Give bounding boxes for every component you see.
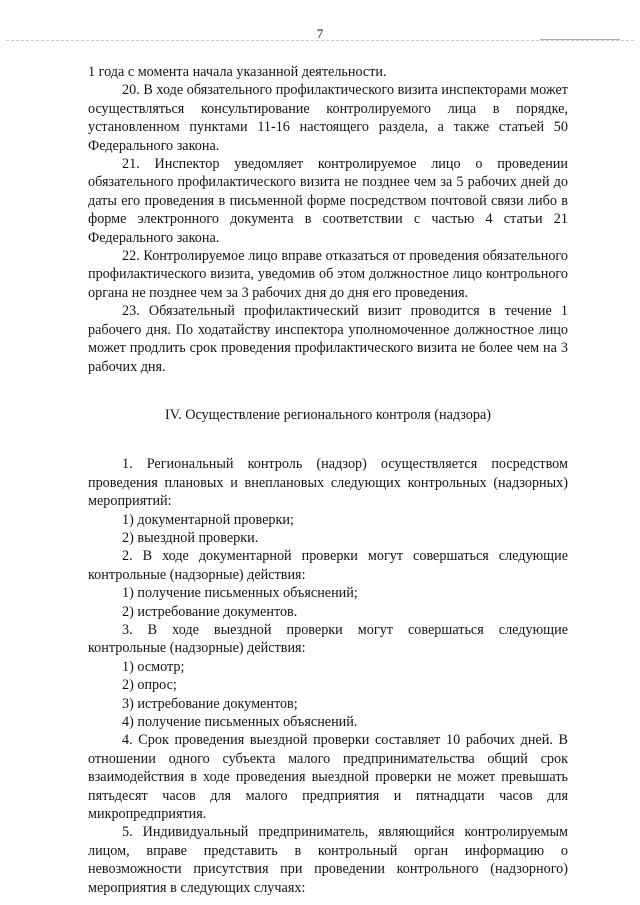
- list-item: 1) получение письменных объяснений;: [122, 585, 358, 602]
- paragraph-20: 20. В ходе обязательного профилактического визита инспекторами может осуществляться консультирование контролируемого лица в порядке, установленном пунктами 11-16 настоящего раздела, а также статьей 50 Федерального закона.: [88, 82, 568, 154]
- list-item: 1) документарной проверки;: [122, 511, 294, 528]
- page-number: 7: [316, 26, 324, 41]
- paragraph-23: 23. Обязательный профилактический визит проводится в течение 1 рабочего дня. По ходатайству инспектора уполномоченное должностное лицо может продлить срок проведения профилактического визита не более чем на 3 рабочих дня.: [88, 303, 568, 375]
- section-clause-4: 4. Срок проведения выездной проверки составляет 10 рабочих дней. В отношении одного субъекта малого предпринимательства общий срок взаимодействия в ходе проведения выездной проверки не может превышать пятьдесят часов для малого предприятия и пятнадцати часов для микропредприятия.: [88, 732, 568, 823]
- list-item: 4) получение письменных объяснений.: [122, 714, 358, 730]
- section-clause-5: 5. Индивидуальный предприниматель, являющийся контролируемым лицом, вправе представить в контрольный орган информацию о невозможности присутствия при проведении контрольного (надзорного) мероприятия в следующих случаях:: [88, 824, 568, 896]
- paragraph-continuation: 1 года с момента начала указанной деятельности.: [88, 64, 387, 80]
- section-clause-3: 3. В ходе выездной проверки могут совершаться следующие контрольные (надзорные) действия:: [88, 621, 568, 657]
- list-item: 3) истребование документов;: [122, 695, 298, 712]
- paragraph-21: 21. Инспектор уведомляет контролируемое лицо о проведении обязательного профилактического визита не позднее чем за 5 рабочих дней до даты его проведения в письменной форме посредством почтовой связи либо в форме электронного документа в соответствии с частью 4 статьи 21 Федерального закона.: [88, 156, 568, 246]
- document-body: [88, 63, 568, 897]
- list-item: 2) опрос;: [122, 677, 177, 694]
- section-title: IV. Осуществление регионального контроля (надзора): [164, 406, 492, 423]
- paragraph-22: 22. Контролируемое лицо вправе отказаться от проведения обязательного профилактического визита, уведомив об этом должностное лицо контрольного органа не позднее чем за 3 рабочих дня до дня его проведения.: [88, 248, 568, 301]
- section-clause-2: 2. В ходе документарной проверки могут совершаться следующие контрольные (надзорные) действия:: [88, 548, 568, 583]
- section-clause-1: 1. Региональный контроль (надзор) осуществляется посредством проведения плановых и внеплановых следующих контрольных (надзорных) мероприятий:: [88, 456, 568, 510]
- list-item: 2) выездной проверки.: [122, 529, 259, 546]
- list-item: 2) истребование документов.: [122, 603, 298, 620]
- list-item: 1) осмотр;: [122, 658, 185, 675]
